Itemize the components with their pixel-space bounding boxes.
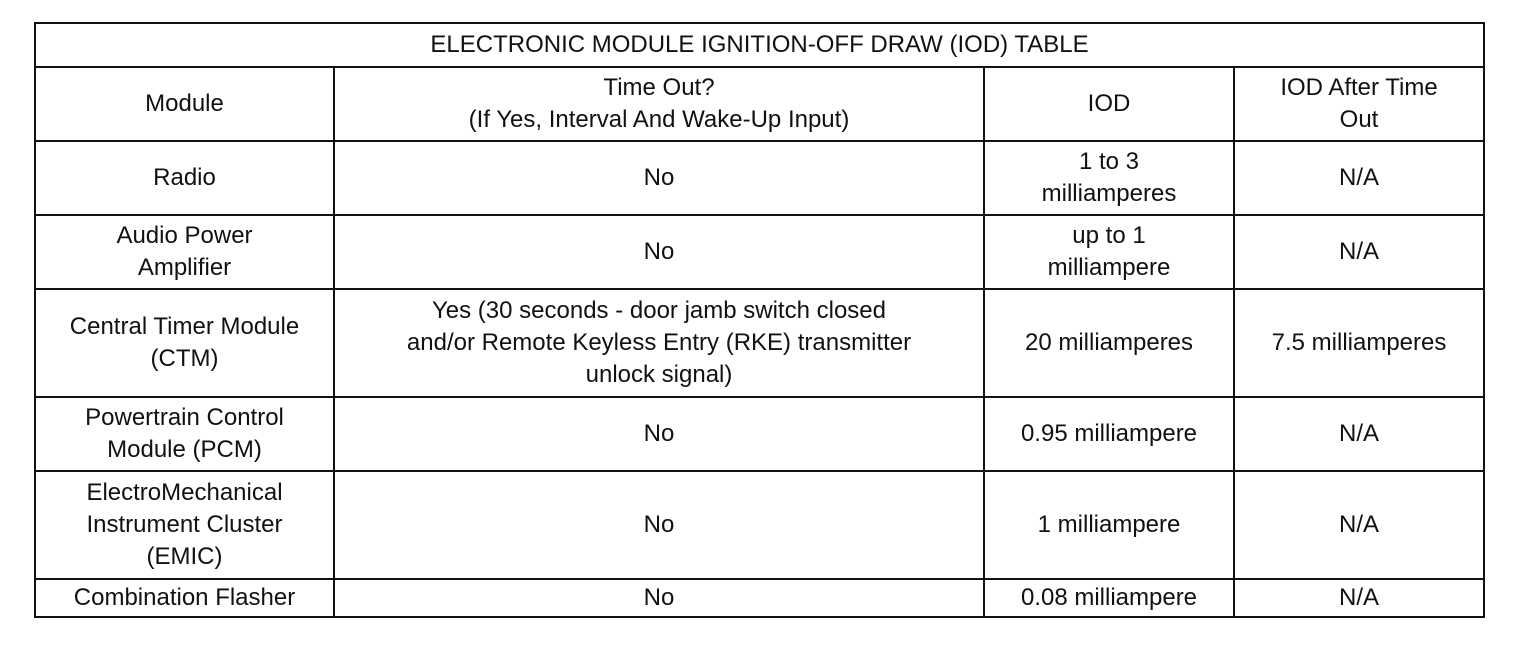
cell-time-out: No (334, 579, 984, 617)
cell-time-out: No (334, 215, 984, 289)
cell-iod-after: N/A (1234, 215, 1484, 289)
header-time-out: Time Out? (If Yes, Interval And Wake-Up Input) (334, 67, 984, 141)
table-row (35, 215, 1484, 289)
cell-module: Central Timer Module (CTM) (35, 289, 334, 397)
cell-module: Radio (35, 141, 334, 215)
cell-iod: 20 milliamperes (984, 289, 1234, 397)
cell-iod: up to 1 milliampere (984, 215, 1234, 289)
table-row (35, 471, 1484, 579)
table-title-row (35, 23, 1484, 67)
cell-iod: 1 milliampere (984, 471, 1234, 579)
header-iod-after-time-out: IOD After Time Out (1234, 67, 1484, 141)
table-title: ELECTRONIC MODULE IGNITION-OFF DRAW (IOD) TABLE (35, 23, 1484, 67)
cell-iod-after: N/A (1234, 579, 1484, 617)
cell-time-out: No (334, 471, 984, 579)
cell-iod-after: N/A (1234, 471, 1484, 579)
header-iod: IOD (984, 67, 1234, 141)
cell-iod-after: N/A (1234, 141, 1484, 215)
header-module: Module (35, 67, 334, 141)
table-row (35, 397, 1484, 471)
table-row (35, 289, 1484, 397)
cell-iod: 1 to 3 milliamperes (984, 141, 1234, 215)
iod-table (34, 22, 1485, 618)
table-row (35, 141, 1484, 215)
cell-module: Combination Flasher (35, 579, 334, 617)
cell-iod-after: 7.5 milliamperes (1234, 289, 1484, 397)
cell-module: ElectroMechanical Instrument Cluster (EMIC) (35, 471, 334, 579)
cell-time-out: No (334, 141, 984, 215)
cell-time-out: No (334, 397, 984, 471)
cell-iod: 0.08 milliampere (984, 579, 1234, 617)
cell-time-out: Yes (30 seconds - door jamb switch closed and/or Remote Keyless Entry (RKE) transmitter unlock signal) (334, 289, 984, 397)
cell-iod-after: N/A (1234, 397, 1484, 471)
cell-module: Audio Power Amplifier (35, 215, 334, 289)
cell-iod: 0.95 milliampere (984, 397, 1234, 471)
cell-module: Powertrain Control Module (PCM) (35, 397, 334, 471)
table-row (35, 579, 1484, 617)
table-header-row (35, 67, 1484, 141)
